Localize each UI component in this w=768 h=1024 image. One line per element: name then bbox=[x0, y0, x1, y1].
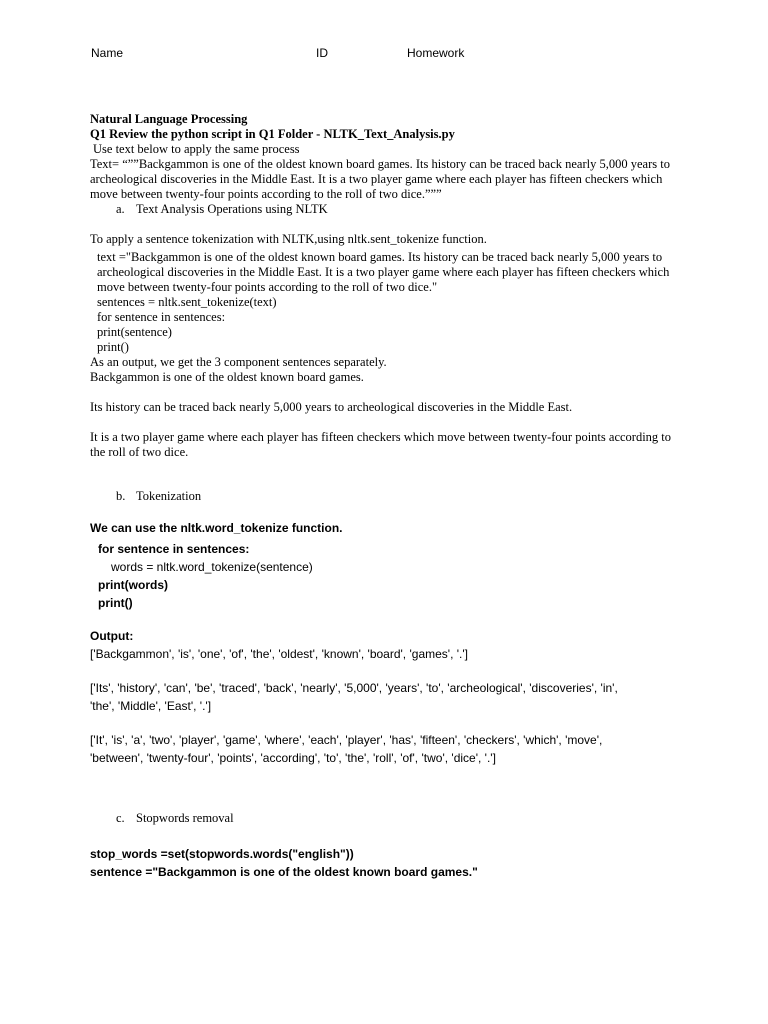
text-line: Text= “””Backgammon is one of the oldest known board games. Its history can be traced back nearly 5,000 years to bbox=[90, 157, 670, 171]
code-line: print(words) bbox=[98, 578, 168, 592]
output-line: 'the', 'Middle', 'East', '.'] bbox=[90, 699, 212, 713]
code-line: words = nltk.word_tokenize(sentence) bbox=[111, 560, 313, 574]
output-a-block-2 bbox=[90, 430, 671, 460]
output-b-block bbox=[90, 679, 618, 715]
output-line: As an output, we get the 3 component sentences separately. bbox=[90, 355, 387, 369]
code-line: print() bbox=[97, 340, 129, 354]
output-line: ['Backgammon', 'is', 'one', 'of', 'the', 'oldest', 'known', 'board', 'games', '.'] bbox=[90, 647, 468, 661]
output-line: ['It', 'is', 'a', 'two', 'player', 'game', 'where', 'each', 'player', 'has', 'fifteen', 'checkers', 'which', 'move', bbox=[90, 733, 603, 747]
code-line: sentence ="Backgammon is one of the oldest known board games." bbox=[90, 865, 478, 879]
output-line: Its history can be traced back nearly 5,000 years to archeological discoveries in the Middle East. bbox=[90, 400, 573, 414]
section-c-title: Stopwords removal bbox=[136, 811, 234, 825]
code-line: move between twenty-four points according to the roll of two dice." bbox=[97, 280, 438, 294]
sent-tokenize-intro: To apply a sentence tokenization with NLTK,using nltk.sent_tokenize function. bbox=[90, 232, 487, 246]
code-line: print(sentence) bbox=[97, 325, 172, 339]
code-line: for sentence in sentences: bbox=[98, 542, 250, 556]
output-line: the roll of two dice. bbox=[90, 445, 189, 459]
q1-instruction: Use text below to apply the same process bbox=[93, 142, 300, 156]
code-line: print() bbox=[98, 596, 133, 610]
header-id: ID bbox=[316, 46, 328, 60]
word-tokenize-intro: We can use the nltk.word_tokenize function. bbox=[90, 521, 343, 535]
code-block-a bbox=[97, 250, 669, 355]
code-line: stop_words =set(stopwords.words("english")) bbox=[90, 847, 354, 861]
section-c-marker: c. bbox=[116, 811, 125, 825]
title-block bbox=[90, 112, 670, 202]
code-line: sentences = nltk.sent_tokenize(text) bbox=[97, 295, 277, 309]
output-line: ['Its', 'history', 'can', 'be', 'traced', 'back', 'nearly', '5,000', 'years', 'to', 'archeological', 'discoveries', 'in', bbox=[90, 681, 618, 695]
section-a-title: Text Analysis Operations using NLTK bbox=[136, 202, 328, 216]
section-b-marker: b. bbox=[116, 489, 126, 503]
output-a-block bbox=[90, 355, 387, 385]
code-block-c bbox=[90, 845, 478, 881]
section-b-title: Tokenization bbox=[136, 489, 202, 503]
header-name: Name bbox=[91, 46, 124, 60]
text-line: archeological discoveries in the Middle East. It is a two player game where each player has fifteen checkers which bbox=[90, 172, 663, 186]
code-line: for sentence in sentences: bbox=[97, 310, 226, 324]
code-line: archeological discoveries in the Middle East. It is a two player game where each player has fifteen checkers which bbox=[97, 265, 670, 279]
code-line: text ="Backgammon is one of the oldest known board games. Its history can be traced back nearly 5,000 years to bbox=[97, 250, 663, 264]
output-line: 'between', 'twenty-four', 'points', 'according', 'to', 'the', 'roll', 'of', 'two', 'dice', '.'] bbox=[90, 751, 496, 765]
output-label: Output: bbox=[90, 629, 134, 643]
q1-heading: Q1 Review the python script in Q1 Folder - NLTK_Text_Analysis.py bbox=[90, 127, 455, 141]
header-homework: Homework bbox=[407, 46, 465, 60]
code-block-b bbox=[98, 540, 313, 612]
output-line: It is a two player game where each player has fifteen checkers which move between twenty-four points according to bbox=[90, 430, 672, 444]
section-a-marker: a. bbox=[116, 202, 125, 216]
output-b-block-2 bbox=[90, 731, 602, 767]
text-line: move between twenty-four points according to the roll of two dice.””” bbox=[90, 187, 442, 201]
doc-title: Natural Language Processing bbox=[90, 112, 248, 126]
output-line: Backgammon is one of the oldest known board games. bbox=[90, 370, 364, 384]
